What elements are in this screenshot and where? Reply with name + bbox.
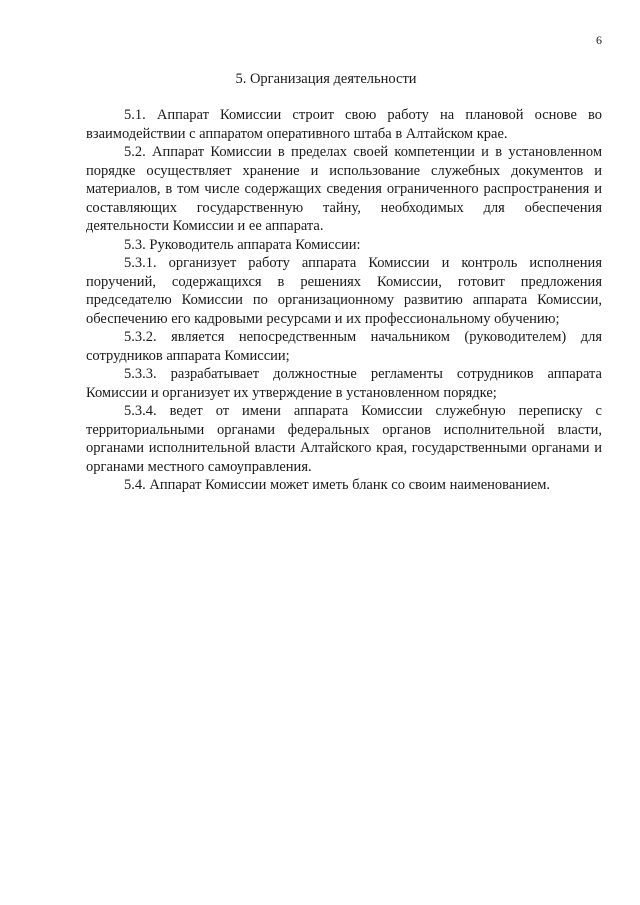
- paragraph-5-4: 5.4. Аппарат Комиссии может иметь бланк со своим наименованием.: [124, 477, 551, 493]
- paragraph-5-3-1: 5.3.1. организует работу аппарата Комиссии и контроль исполнения поручений, содержащихся в решениях Комиссии, готовит предложения председателю Комиссии по организационному развитию аппарата Комиссии, обеспечению его кадровыми ресурсами и их профессиональному обучению;: [86, 255, 602, 327]
- section-title: 5. Организация деятельности: [235, 71, 417, 87]
- page-number: 6: [596, 33, 602, 47]
- paragraph-5-3-3: 5.3.3. разрабатывает должностные регламенты сотрудников аппарата Комиссии и организует их утверждение в установленном порядке;: [86, 366, 602, 401]
- paragraph-5-3-2: 5.3.2. является непосредственным начальником (руководителем) для сотрудников аппарата Комиссии;: [86, 329, 602, 364]
- paragraph-5-3-4: 5.3.4. ведет от имени аппарата Комиссии служебную переписку с территориальными органами федеральных органов исполнительной власти, органами исполнительной власти Алтайского края, государственными органами и органами местного самоуправления.: [86, 403, 602, 475]
- document-body: [86, 106, 602, 495]
- paragraph-5-3: 5.3. Руководитель аппарата Комиссии:: [124, 236, 361, 253]
- paragraph-5-2: 5.2. Аппарат Комиссии в пределах своей компетенции и в установленном порядке осуществляет хранение и использование служебных документов и материалов, в том числе содержащих сведения ограниченного распространения и составляющих государственную тайну, необходимых для обеспечения деятельности Комиссии и ее аппарата.: [86, 144, 602, 234]
- paragraph-5-1: 5.1. Аппарат Комиссии строит свою работу на плановой основе во взаимодействии с аппаратом оперативного штаба в Алтайском крае.: [86, 107, 602, 142]
